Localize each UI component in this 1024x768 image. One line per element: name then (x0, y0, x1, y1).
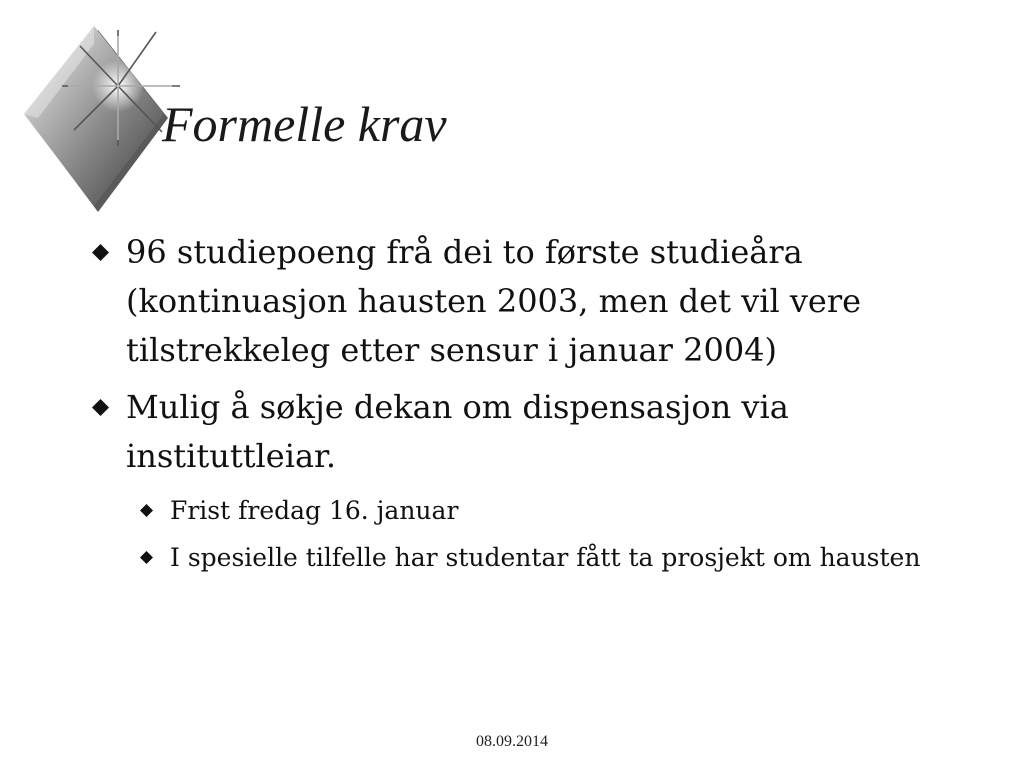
diamond-bullet-icon (140, 504, 153, 517)
bullet-list (90, 228, 990, 583)
bullet-text: 96 studiepoeng frå dei to første studieåra (kontinuasjon hausten 2003, men det vil vere tilstrekkeleg etter sensur i januar 2004) (126, 233, 862, 369)
bullet-item (90, 228, 990, 375)
sub-bullet-text: Frist fredag 16. januar (170, 496, 459, 525)
diamond-bullet-icon (92, 244, 109, 261)
bullet-text: Mulig å søkje dekan om dispensasjon via instituttleiar. (126, 388, 789, 475)
footer-date: 08.09.2014 (476, 733, 548, 750)
sub-bullet-item (136, 489, 990, 532)
bullet-item (90, 383, 990, 481)
slide-title: Formelle krav (162, 96, 447, 152)
sub-bullet-item (136, 536, 990, 579)
diamond-bullet-icon (92, 399, 109, 416)
sub-bullet-text: I spesielle tilfelle har studentar fått ta prosjekt om hausten (170, 543, 921, 572)
diamond-bullet-icon (140, 551, 153, 564)
